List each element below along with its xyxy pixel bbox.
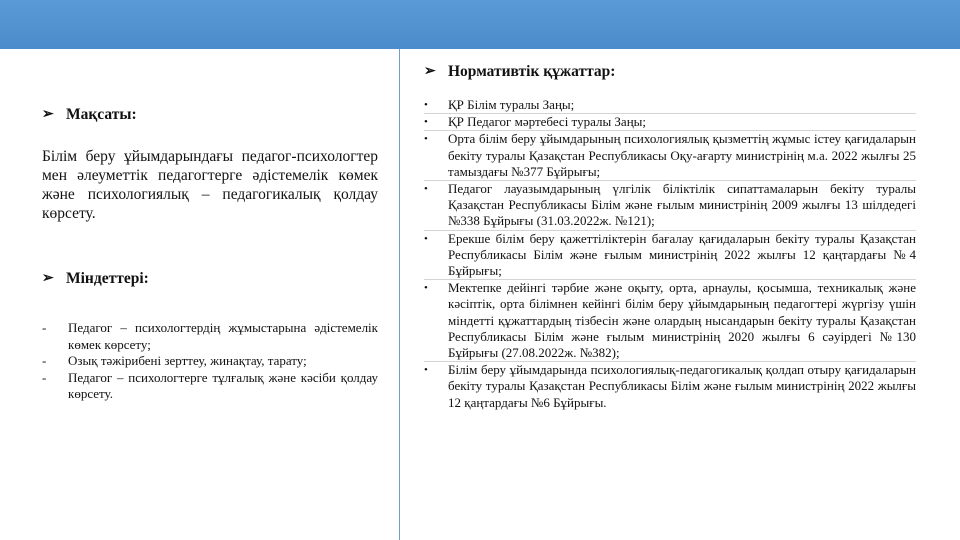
- list-item: • Ерекше білім беру қажеттіліктерін бағалау қағидаларын бекіту туралы Қазақстан Республикасы Білім және ғылым министрінің 2022 жылғы 12 қаңтардағы №4 Бұйрығы;: [424, 231, 916, 281]
- list-item: - Педагог – психологтердің жұмыстарына әдістемелік көмек көрсету;: [42, 320, 378, 352]
- goal-text: Білім беру ұйымдарындағы педагог-психологтер мен әлеуметтік педагогтерге әдістемелік көмек және психологиялық – педагогикалық қолдау көрсету.: [42, 148, 378, 222]
- dot-bullet: •: [424, 232, 428, 245]
- norms-heading: [424, 62, 916, 82]
- norms-heading-text: Нормативтік құжаттар:: [448, 63, 616, 80]
- left-column: [42, 105, 378, 403]
- arrow-bullet-icon: ➢: [42, 271, 54, 286]
- dot-bullet: •: [424, 282, 428, 295]
- list-item: • ҚР Білім туралы Заңы;: [424, 97, 916, 114]
- arrow-bullet-icon: ➢: [424, 64, 436, 79]
- arrow-bullet-icon: ➢: [42, 107, 54, 122]
- list-item: • Педагог лауазымдарының үлгілік біліктілік сипаттамаларын бекіту туралы Қазақстан Республикасы Білім және ғылым министрінің 2009 жылғы 13 шілдедегі №338 Бұйрығы (31.03.2022ж. №121);: [424, 181, 916, 231]
- dot-bullet: •: [424, 116, 428, 129]
- tasks-heading-text: Міндеттері:: [66, 270, 149, 287]
- list-item: • Білім беру ұйымдарында психологиялық-педагогикалық қолдап отыру қағидаларын бекіту туралы Қазақстан Республикасы Білім және ғылым министрінің 2022 жылғы 12 қаңтардағы №6 Бұйрығы.: [424, 362, 916, 410]
- right-column: [424, 62, 916, 411]
- dash-bullet: -: [42, 353, 47, 368]
- dot-bullet: •: [424, 364, 428, 377]
- dash-bullet: -: [42, 320, 47, 335]
- dash-bullet: -: [42, 369, 47, 385]
- list-item: • Орта білім беру ұйымдарының психологиялық қызметтің жұмыс істеу қағидаларын бекіту туралы Қазақстан Республикасы Оқу-ағарту министрінің м.а. 2022 жылғы 25 тамыздағы №377 Бұйрығы;: [424, 131, 916, 181]
- norms-list: [424, 97, 916, 411]
- tasks-list: [42, 320, 378, 403]
- list-item: - Озық тәжірибені зерттеу, жинақтау, тарату;: [42, 353, 307, 368]
- title-bar: [0, 0, 960, 49]
- list-item: - Педагог – психологтерге тұлғалық және кәсіби қолдау көрсету.: [42, 369, 378, 401]
- list-item: • ҚР Педагог мәртебесі туралы Заңы;: [424, 114, 916, 131]
- dot-bullet: •: [424, 133, 428, 146]
- goal-heading: [42, 105, 378, 125]
- tasks-heading: [42, 269, 378, 289]
- goal-heading-text: Мақсаты:: [66, 106, 137, 123]
- dot-bullet: •: [424, 183, 428, 196]
- list-item: • Мектепке дейінгі тәрбие және оқыту, орта, арнаулы, қосымша, техникалық және кәсіптік, орта білімнен кейінгі білім беру ұйымдарының педагогтері жүргізу үшін міндетті құжаттардың тізбесін және олардың нысандарын бекіту туралы Қазақстан Республикасы Білім және ғылым министрінің 2020 жылғы 6 сәуірдегі №130 Бұйрығы (27.08.2022ж. №382);: [424, 280, 916, 362]
- column-divider: [399, 49, 400, 540]
- dot-bullet: •: [424, 99, 428, 111]
